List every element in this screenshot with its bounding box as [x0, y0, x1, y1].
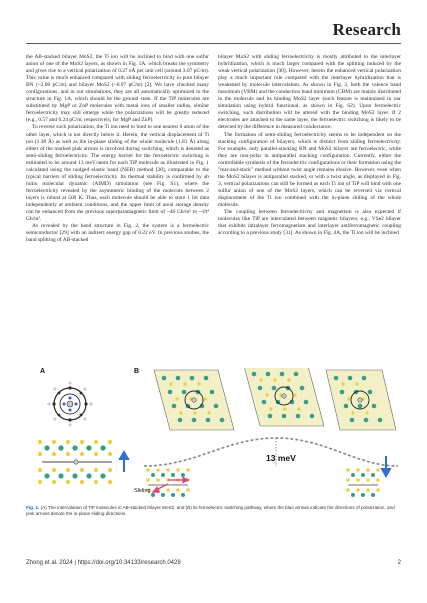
lattice-snapshot-right: [326, 370, 396, 430]
right-text-column: [218, 54, 401, 237]
journal-name: Research: [332, 20, 401, 39]
bilayer-side-view: [38, 440, 112, 484]
left-text-column: [26, 54, 209, 244]
figure-caption: [26, 505, 401, 517]
barrier-energy-label: 13 meV: [266, 453, 296, 463]
footer-citation[interactable]: Zhong et al. 2024 | https://doi.org/10.34133/research.0428: [26, 560, 181, 566]
paragraph: bilayer MoS2 with sliding ferroelectricity is mostly attributed to the interlayer hybridization, which is much larger compared with the splitting induced by the weak vertical polarization [30]. However, herein the enhanced vertical polarization play a much important role compared with the interlayer hybridization that is weakened by molecule intercalation. As shown in Fig. 2, both the valence band maximum (VBM) and the conduction band minimum (CBM) are mainly distributed in the molecule and its binding MoS2 layer (such feature is maintained in our simulation using hybrid functional, as shown in Fig. S2). Upon ferroelectric switching, such distribution will be altered with the binding MoS2 layer. If 2 electrodes are attached to the same layer, the ferroelectric switching is likely to be detected by the difference in measured conductance.: [218, 54, 401, 131]
paragraph: the AB-stacked bilayer MoS2, the Ti ion will be inclined to bind with one sulfur anion of one of the MoS2 layers, as shown in Fig. 1A, which breaks the symmetry and gives rise to a vertical polarization of 0.27 eÅ per unit cell (around 3.07 pC/m). This value is much enhanced compared with sliding ferroelectricity in pure bilayer BN (~2.08 pC/m) and bilayer MoS2 (~0.97 pC/m) [2]. We have checked many configurations, and in our simulations, they are all automatically optimized to the structure in Fig. 1A, which should be the ground state. If the TiP molecules are substituted by MgP or ZnP molecules with metal ions of smaller radius, similar ferroelectricity may still emerge while the polarizations will be greatly reduced (e.g., 0.57 and 0.24 pC/m, respectively, for MgP and ZnP).: [26, 54, 209, 124]
header-rule: [26, 43, 401, 44]
figure-1: [26, 368, 401, 500]
paragraph: The coupling between ferroelectricity and magnetism is also expected if molecules like TiP are intercalated between magnetic bilayers, e.g., VSe2 bilayer that exhibits intralayer ferromagnetism and interlayer antiferromagnetic coupling according to a previous study [31]. As shown in Fig. 4A, the Ti ion will be inclined: [218, 209, 401, 237]
page-footer: [26, 560, 401, 566]
lattice-snapshot-left: [154, 370, 234, 430]
page-number: 2: [397, 560, 401, 566]
sliding-label: Sliding: [134, 488, 151, 494]
panel-a-label: A: [40, 368, 46, 375]
lattice-snapshot-middle: [244, 368, 324, 426]
tip-molecule-top-view: [48, 382, 93, 427]
page-header: [26, 14, 401, 42]
panel-b-label: B: [134, 368, 140, 375]
figure-illustration: [26, 368, 401, 500]
paragraph: The formation of semi-sliding ferroelectricity seems to be independent on the stacking configuration of bilayers, which is distinct from sliding ferroelectricity. For example, only parallel-stacking BN and MoS2 bilayer are ferroelectric, while they are non-polar in antiparallel stacking configuration. Currently, either the controllable synthesis of the ferroelectric configurations or their formation using the "tear-and-stack" method without twist angle remains elusive. However, even when the MoS2 bilayer is antiparallel stacked, or with a twist angle, as displayed in Fig. 3, vertical polarizations can still be formed as each Ti ion of TiP will bind with one sulfur anion of one of the MoS2 layers, which can be reversed via vertical displacement of the Ti ion combined with the in-plane sliding of the whole molecule.: [218, 131, 402, 208]
paragraph: As revealed by the band structure in Fig. 2, the system is a ferroelectric semiconductor [29] with an indirect energy gap of 0.22 eV. In previous studies, the band splitting of AB-stacked: [26, 223, 209, 244]
paragraph: To reverse such polarization, the Ti ion need to bind to one nearest S atom of the other layer, which is not directly below it. Herein, the vertical displacement of Ti ion (1.38 Å) as well as the in-plane sliding of the whole molecule (1.81 Å) along either of the marked pink arrows is involved during switching, which is denoted as semi-sliding ferroelectricity. The energy barrier for the ferroelectric switching is estimated to be around 13 meV/atom for each TiP molecule as illustrated in Fig. 1 calculated using the nudged elastic band (NEB) method [28], comparable to the typical barriers of sliding ferroelectricity. Its thermal stability is confirmed by ab initio molecular dynamic (AIMD) simulation (see Fig. S1), where the ferroelectricity revealed by the asymmetric binding of the molecule between 2 layers is robust at 500 K. Thus, each molecule should be able to store 1 bit data independently at ambient conditions, and the upper limit of areal storage density can be enhanced from the previous superparamagnetic limit of ~40 Gb/in² to ~10⁴ Gb/in².: [26, 124, 209, 223]
caption-text: (A) The intercalation of TiP molecules in AB-stacked bilayer MoS2, and (B) its ferroelectric switching pathway, where the blue arrows indicate the directions of polarization, and pink arrows denote the in-plane sliding directions.: [26, 505, 395, 516]
caption-label: Fig. 1.: [26, 505, 40, 510]
side-view-right: [346, 468, 380, 497]
